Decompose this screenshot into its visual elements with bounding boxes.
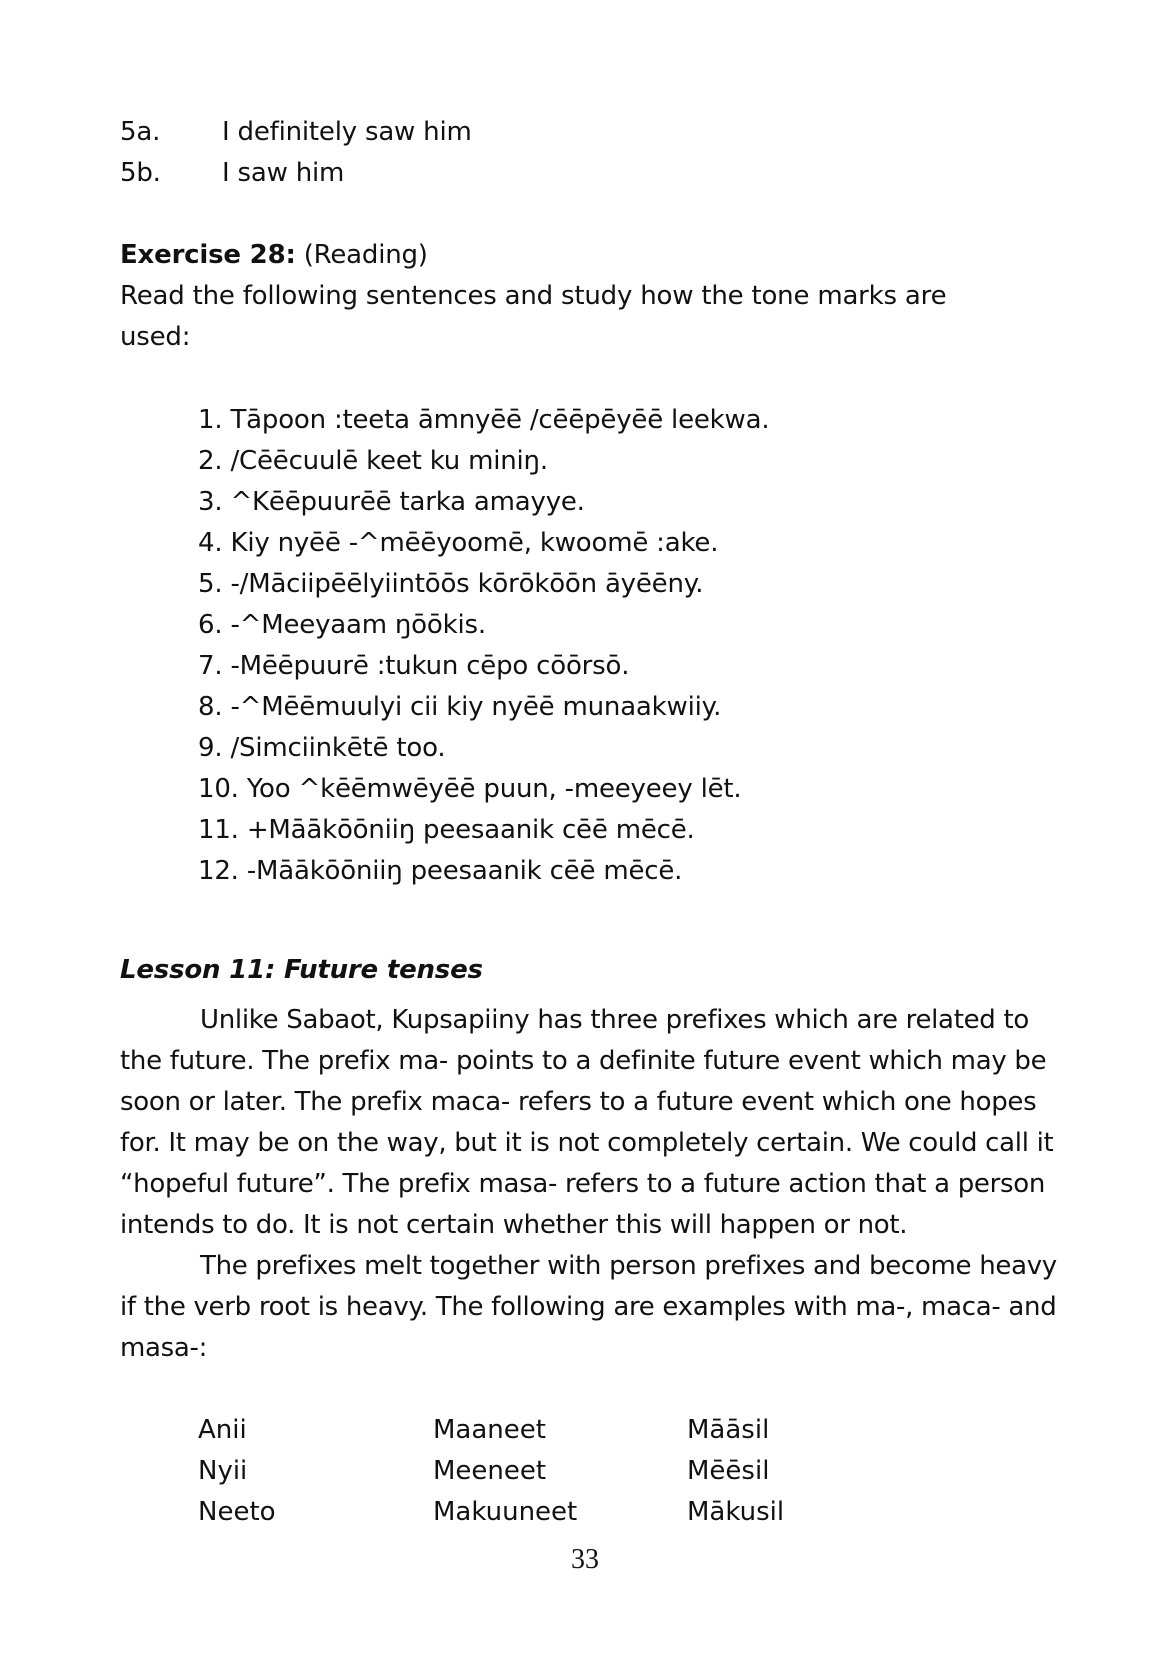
example-label: 5a.	[120, 117, 161, 147]
page-number: 33	[571, 1544, 599, 1575]
sentence-item: 1. Tāpoon :teeta āmnyēē /cēēpēyēē leekwa.	[198, 405, 770, 435]
lesson-paragraph-1: Unlike Sabaot, Kupsapiiny has three prefixes which are related to the future. The prefix ma- points to a definite future event which may be soon or later. The prefix maca- refers to a future event which one hopes for. It may be on the way, but it is not completely certain. We could call it “hopeful future”. The prefix masa- refers to a future action that a person intends to do. It is not certain whether this will happen or not.	[120, 1005, 1054, 1240]
table-cell-pronoun: Anii	[198, 1415, 247, 1445]
example-line-5a	[120, 112, 472, 153]
table-cell-pronoun: Nyii	[198, 1456, 248, 1486]
sentence-item: 3. ^Kēēpuurēē tarka amayye.	[198, 487, 585, 517]
example-label: 5b.	[120, 158, 161, 188]
table-cell-masa: Māāsil	[687, 1415, 770, 1445]
exercise-title-rest: (Reading)	[295, 240, 428, 270]
sentence-item: 6. -^Meeyaam ŋōōkis.	[198, 610, 486, 640]
exercise-title-bold: Exercise 28:	[120, 240, 296, 270]
table-cell-ma: Meeneet	[433, 1456, 547, 1486]
sentence-list	[198, 400, 769, 892]
exercise-title	[120, 235, 428, 276]
sentence-item: 12. -Māākōōniiŋ peesaanik cēē mēcē.	[198, 856, 683, 886]
table-cell-pronoun: Neeto	[198, 1497, 276, 1527]
example-text: I definitely saw him	[222, 117, 472, 147]
exercise-instruction-line2: used:	[120, 322, 191, 352]
sentence-item: 10. Yoo ^kēēmwēyēē puun, -meeyeey lēt.	[198, 774, 742, 804]
sentence-item: 11. +Māākōōniiŋ peesaanik cēē mēcē.	[198, 815, 695, 845]
table-cell-masa: Mākusil	[687, 1497, 785, 1527]
example-line-5b	[120, 153, 344, 194]
exercise-instruction-line1: Read the following sentences and study how the tone marks are	[120, 281, 947, 311]
example-text: I saw him	[222, 158, 345, 188]
lesson-paragraph-2: The prefixes melt together with person prefixes and become heavy if the verb root is heavy. The following are examples with ma-, maca- and masa-:	[120, 1251, 1057, 1363]
lesson-heading: Lesson 11: Future tenses	[120, 955, 483, 985]
sentence-item: 2. /Cēēcuulē keet ku miniŋ.	[198, 446, 548, 476]
sentence-item: 5. -/Māciipēēlyiintōōs kōrōkōōn āyēēny.	[198, 569, 704, 599]
lesson-body	[120, 1000, 1060, 1369]
table-cell-ma: Maaneet	[433, 1415, 546, 1445]
table-cell-masa: Mēēsil	[687, 1456, 770, 1486]
sentence-item: 8. -^Mēēmuulyi cii kiy nyēē munaakwiiy.	[198, 692, 722, 722]
sentence-item: 4. Kiy nyēē -^mēēyoomē, kwoomē :ake.	[198, 528, 719, 558]
sentence-item: 7. -Mēēpuurē :tukun cēpo cōōrsō.	[198, 651, 630, 681]
table-cell-ma: Makuuneet	[433, 1497, 578, 1527]
sentence-item: 9. /Simciinkētē too.	[198, 733, 446, 763]
